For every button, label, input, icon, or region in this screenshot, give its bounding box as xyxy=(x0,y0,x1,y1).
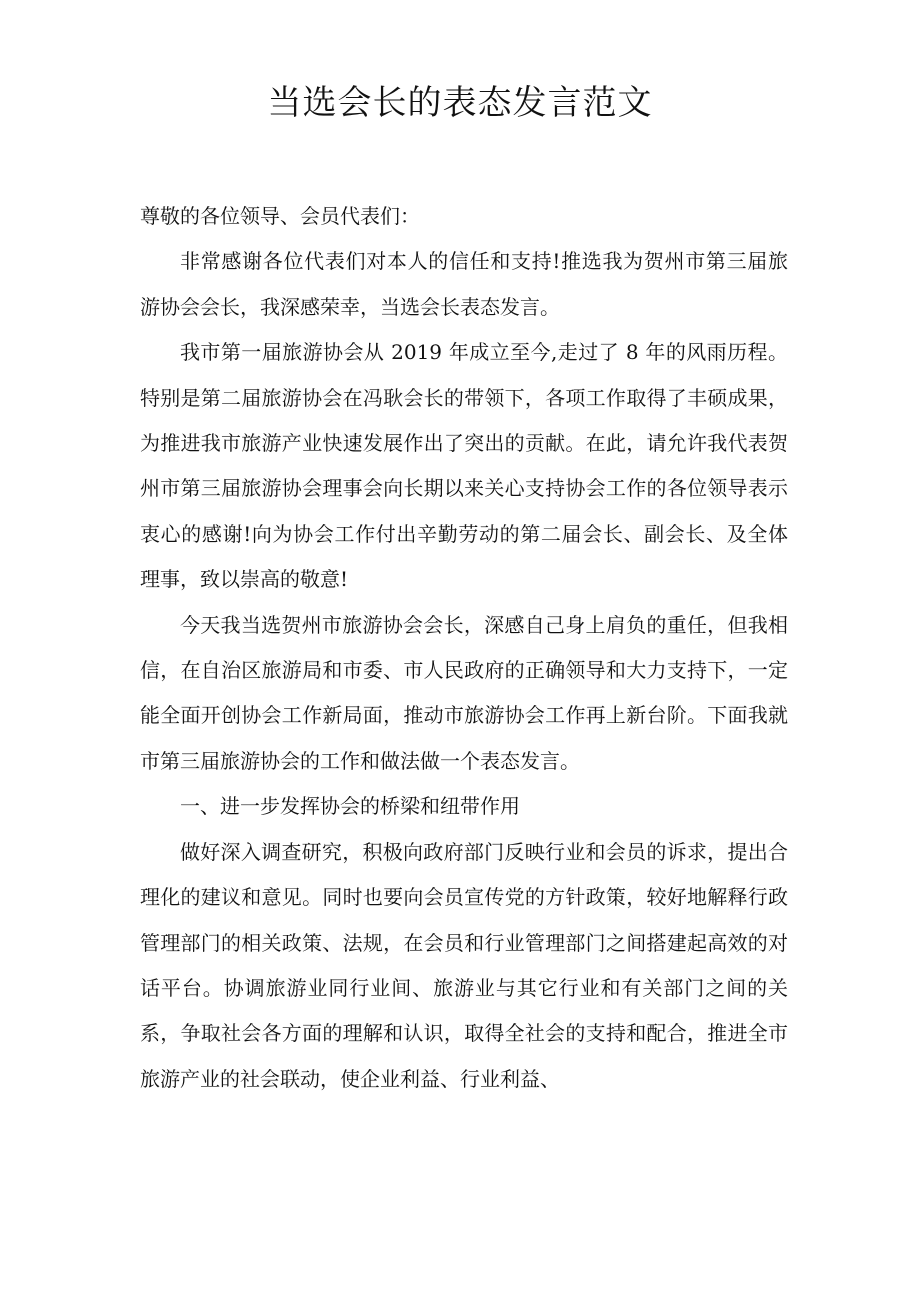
commitment-paragraph: 今天我当选贺州市旅游协会会长，深感自己身上肩负的重任，但我相信，在自治区旅游局和市委、市人民政府的正确领导和大力支持下，一定能全面开创协会工作新局面，推动市旅游协会工作再上新台阶。下面我就市第三届旅游协会的工作和做法做一个表态发言。 xyxy=(140,612,788,773)
document-body xyxy=(140,194,788,1102)
salutation-paragraph: 尊敬的各位领导、会员代表们： xyxy=(140,204,420,228)
history-paragraph: 我市第一届旅游协会从 2019 年成立至今,走过了 8 年的风雨历程。特别是第二届旅游协会在冯耿会长的带领下，各项工作取得了丰硕成果，为推进我市旅游产业快速发展作出了突出的贡献。在此，请允许我代表贺州市第三届旅游协会理事会向长期以来关心支持协会工作的各位领导表示衷心的感谢!向为协会工作付出辛勤劳动的第二届会长、副会长、及全体理事，致以崇高的敬意! xyxy=(140,340,788,592)
document-title: 当选会长的表态发言范文 xyxy=(267,83,653,123)
section-heading-1: 一、进一步发挥协会的桥梁和纽带作用 xyxy=(180,794,520,819)
thanks-paragraph: 非常感谢各位代表们对本人的信任和支持!推选我为贺州市第三届旅游协会会长，我深感荣幸，当选会长表态发言。 xyxy=(140,249,788,319)
section-1-paragraph: 做好深入调查研究，积极向政府部门反映行业和会员的诉求，提出合理化的建议和意见。同时也要向会员宣传党的方针政策，较好地解释行政管理部门的相关政策、法规，在会员和行业管理部门之间搭建起高效的对话平台。协调旅游业同行业间、旅游业与其它行业和有关部门之间的关系，争取社会各方面的理解和认识，取得全社会的支持和配合，推进全市旅游产业的社会联动，使企业利益、行业利益、 xyxy=(140,839,788,1091)
